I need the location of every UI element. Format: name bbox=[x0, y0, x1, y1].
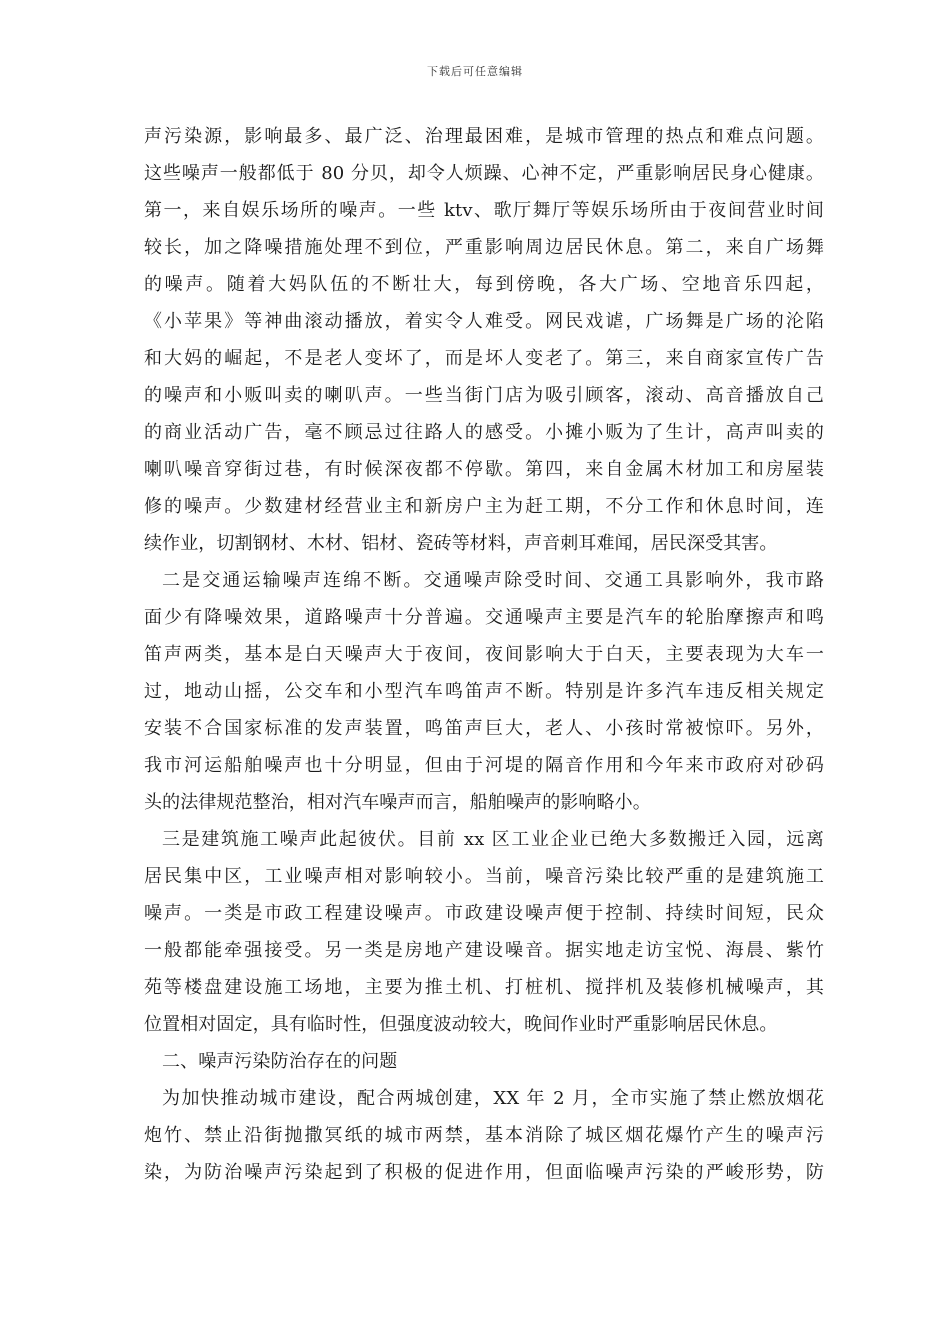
text-line: 苑等楼盘建设施工场地，主要为推土机、打桩机、搅拌机及装修机械噪声，其 bbox=[144, 977, 824, 998]
text-line: 的噪声和小贩叫卖的喇叭声。一些当街门店为吸引顾客，滚动、高音播放自己 bbox=[144, 385, 824, 406]
text-line: 位置相对固定，具有临时性，但强度波动较大，晚间作业时严重影响居民休息。 bbox=[144, 1014, 778, 1035]
text-line: 第一，来自娱乐场所的噪声。一些 ktv、歌厅舞厅等娱乐场所由于夜间营业时间 bbox=[144, 200, 824, 221]
document-body bbox=[144, 118, 824, 1191]
text-line: 较长，加之降噪措施处理不到位，严重影响周边居民休息。第二，来自广场舞 bbox=[144, 237, 824, 258]
text-line: 头的法律规范整治，相对汽车噪声而言，船舶噪声的影响略小。 bbox=[144, 792, 651, 813]
text-line: 声污染源，影响最多、最广泛、治理最困难，是城市管理的热点和难点问题。 bbox=[144, 126, 824, 147]
text-line: 炮竹、禁止沿街抛撒冥纸的城市两禁，基本消除了城区烟花爆竹产生的噪声污 bbox=[144, 1125, 824, 1146]
paragraph-start-line: 三是建筑施工噪声此起彼伏。目前 xx 区工业企业已绝大多数搬迁入园，远离 bbox=[162, 829, 824, 850]
text-line: 居民集中区，工业噪声相对影响较小。当前，噪音污染比较严重的是建筑施工 bbox=[144, 866, 824, 887]
text-line: 染，为防治噪声污染起到了积极的促进作用，但面临噪声污染的严峻形势，防 bbox=[144, 1162, 824, 1183]
text-line: 安装不合国家标准的发声装置，鸣笛声巨大，老人、小孩时常被惊吓。另外， bbox=[144, 718, 824, 739]
text-line: 修的噪声。少数建材经营业主和新房户主为赶工期，不分工作和休息时间，连 bbox=[144, 496, 824, 517]
text-line: 的商业活动广告，毫不顾忌过往路人的感受。小摊小贩为了生计，高声叫卖的 bbox=[144, 422, 824, 443]
text-line: 面少有降噪效果，道路噪声十分普遍。交通噪声主要是汽车的轮胎摩擦声和鸣 bbox=[144, 607, 824, 628]
text-line: 的噪声。随着大妈队伍的不断壮大，每到傍晚，各大广场、空地音乐四起， bbox=[144, 274, 824, 295]
text-line: 喇叭噪音穿街过巷，有时候深夜都不停歇。第四，来自金属木材加工和房屋装 bbox=[144, 459, 824, 480]
section-heading: 二、噪声污染防治存在的问题 bbox=[162, 1051, 398, 1072]
text-line: 续作业，切割钢材、木材、铝材、瓷砖等材料，声音刺耳难闻，居民深受其害。 bbox=[144, 533, 778, 554]
text-line: 一般都能牵强接受。另一类是房地产建设噪音。据实地走访宝悦、海晨、紫竹 bbox=[144, 940, 824, 961]
paragraph-start-line: 二是交通运输噪声连绵不断。交通噪声除受时间、交通工具影响外，我市路 bbox=[162, 570, 824, 591]
text-line: 噪声。一类是市政工程建设噪声。市政建设噪声便于控制、持续时间短，民众 bbox=[144, 903, 824, 924]
text-line: 这些噪声一般都低于 80 分贝，却令人烦躁、心神不定，严重影响居民身心健康。 bbox=[144, 163, 824, 184]
text-line: 和大妈的崛起，不是老人变坏了，而是坏人变老了。第三，来自商家宣传广告 bbox=[144, 348, 824, 369]
text-line: 我市河运船舶噪声也十分明显，但由于河堤的隔音作用和今年来市政府对砂码 bbox=[144, 755, 824, 776]
text-line: 《小苹果》等神曲滚动播放，着实令人难受。网民戏谑，广场舞是广场的沦陷 bbox=[144, 311, 824, 332]
text-line: 笛声两类，基本是白天噪声大于夜间，夜间影响大于白天，主要表现为大车一 bbox=[144, 644, 824, 665]
paragraph-start-line: 为加快推动城市建设，配合两城创建，XX 年 2 月，全市实施了禁止燃放烟花 bbox=[162, 1088, 824, 1109]
page-header: 下载后可任意编辑 bbox=[427, 65, 523, 78]
text-line: 过，地动山摇，公交车和小型汽车鸣笛声不断。特别是许多汽车违反相关规定 bbox=[144, 681, 824, 702]
